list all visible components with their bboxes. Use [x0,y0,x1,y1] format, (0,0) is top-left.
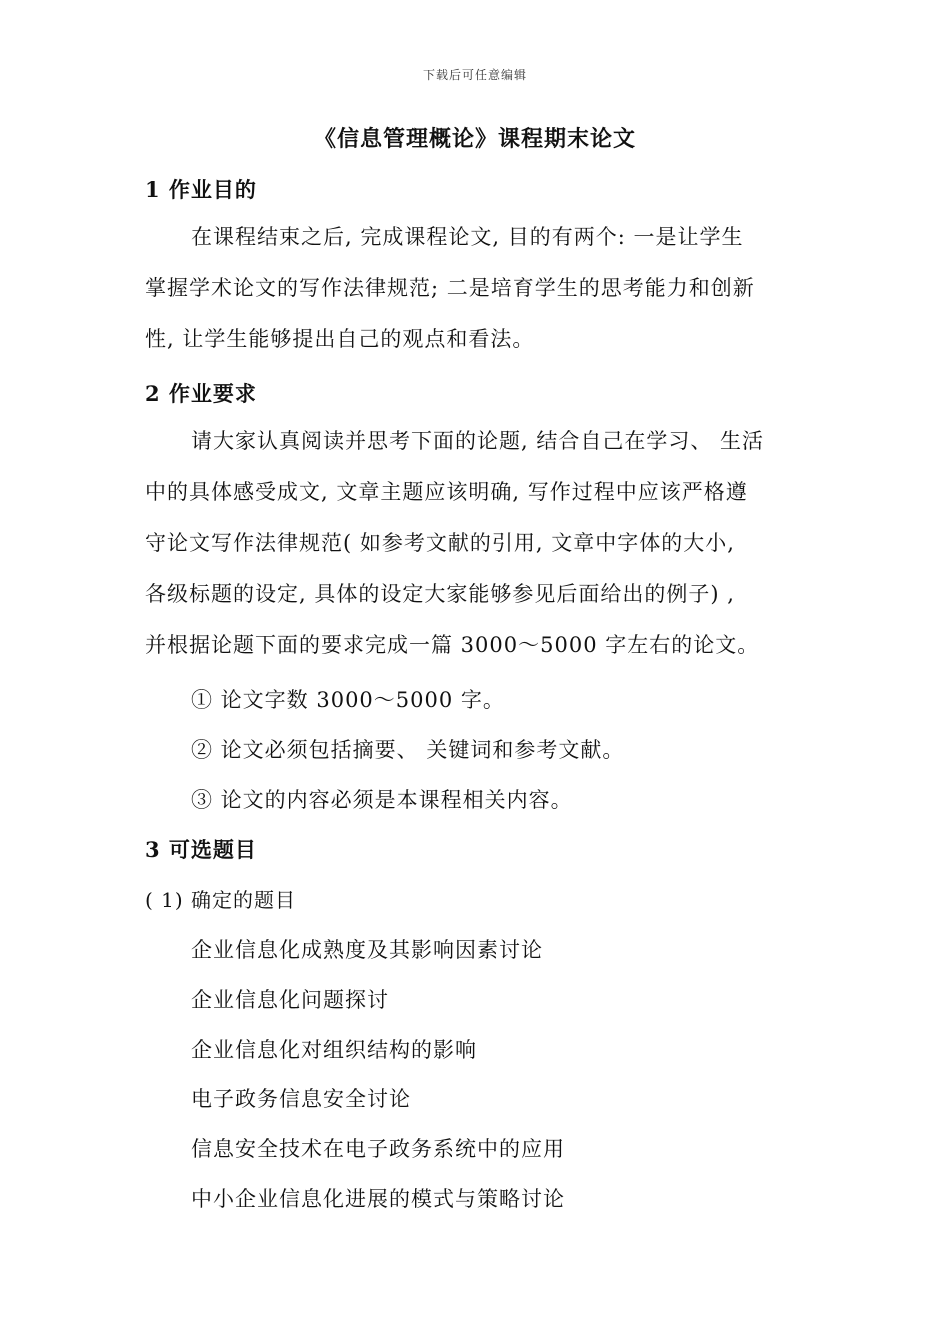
section-heading-purpose: 1 作业目的 [145,177,257,202]
document-title: 《信息管理概论》课程期末论文 [313,126,636,152]
page-header-note: 下载后可任意编辑 [422,68,527,82]
section-heading-topics: 3 可选题目 [145,837,257,862]
paragraph-line: 请大家认真阅读并思考下面的论题, 结合自己在学习、 生活 [191,429,765,453]
topics-subheading: ( 1) 确定的题目 [145,888,297,912]
paragraph-line: 守论文写作法律规范( 如参考文献的引用, 文章中字体的大小, [145,531,735,555]
topic-item: 中小企业信息化进展的模式与策略讨论 [191,1187,565,1211]
paragraph-line: 性, 让学生能够提出自己的观点和看法。 [145,327,535,351]
topic-item: 信息安全技术在电子政务系统中的应用 [191,1137,565,1161]
topic-item: 企业信息化问题探讨 [191,988,389,1012]
purpose-paragraph [145,212,817,365]
paragraph-line: 掌握学术论文的写作法律规范; 二是培育学生的思考能力和创新 [145,276,755,300]
section-heading-requirements: 2 作业要求 [145,381,257,406]
topic-item: 企业信息化对组织结构的影响 [191,1038,477,1062]
paragraph-line: 并根据论题下面的要求完成一篇 3000～5000 字左右的论文。 [145,633,760,657]
requirements-paragraph [145,416,817,671]
topic-item: 企业信息化成熟度及其影响因素讨论 [191,938,543,962]
paragraph-line: 各级标题的设定, 具体的设定大家能够参见后面给出的例子) , [145,582,735,606]
paragraph-line: 在课程结束之后, 完成课程论文, 目的有两个: 一是让学生 [191,225,744,249]
requirement-item: ② 论文必须包括摘要、 关键词和参考文献。 [191,738,625,762]
requirement-item: ① 论文字数 3000～5000 字。 [191,688,505,712]
requirement-item: ③ 论文的内容必须是本课程相关内容。 [191,788,573,812]
paragraph-line: 中的具体感受成文, 文章主题应该明确, 写作过程中应该严格遵 [145,480,748,504]
topic-item: 电子政务信息安全讨论 [191,1087,411,1111]
